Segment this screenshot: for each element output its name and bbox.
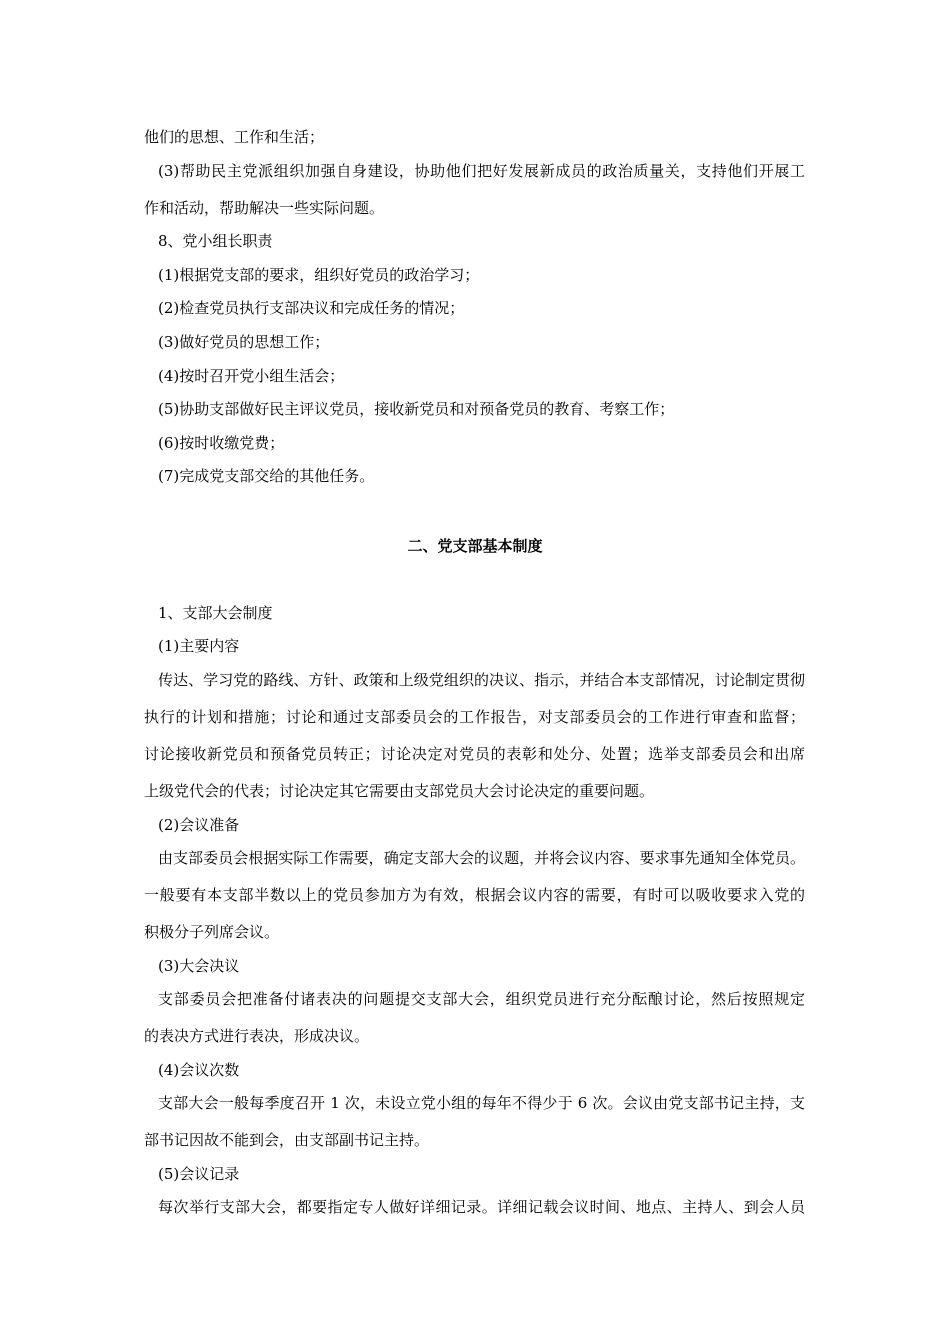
item-title: (2)会议准备: [158, 816, 240, 834]
list-item: (1)根据党支部的要求，组织好党员的政治学习；: [158, 266, 480, 284]
section-heading: 二、党支部基本制度: [407, 537, 543, 555]
list-item: (7)完成党支部交给的其他任务。: [158, 467, 375, 485]
paragraph-line: 部书记因故不能到会，由支部副书记主持。: [144, 1131, 430, 1149]
paragraph-line: 讨论接收新党员和预备党员转正；讨论决定对党员的表彰和处分、处置；选举支部委员会和出席: [144, 745, 805, 763]
list-item: (6)按时收缴党费；: [158, 434, 285, 452]
paragraph-line: 他们的思想、工作和生活；: [144, 128, 325, 146]
paragraph-line: 支部大会一般每季度召开 1 次，未设立党小组的每年不得少于 6 次。会议由党支部书记主持，支: [158, 1094, 805, 1112]
list-item: (4)按时召开党小组生活会；: [158, 367, 345, 385]
item-title: (4)会议次数: [158, 1061, 240, 1079]
paragraph-line: 积极分子列席会议。: [144, 923, 280, 941]
list-item: (2)检查党员执行支部决议和完成任务的情况；: [158, 299, 465, 317]
list-item: (3)做好党员的思想工作；: [158, 333, 330, 351]
list-heading: 8、党小组长职责: [158, 232, 273, 250]
subsection-title: 1、支部大会制度: [158, 604, 273, 622]
paragraph-line: 上级党代会的代表；讨论决定其它需要由支部党员大会讨论决定的重要问题。: [144, 782, 655, 800]
list-item: (5)协助支部做好民主评议党员，接收新党员和对预备党员的教育、考察工作；: [158, 400, 675, 418]
paragraph-line: 执行的计划和措施；讨论和通过支部委员会的工作报告，对支部委员会的工作进行审查和监督；: [144, 708, 805, 726]
item-title: (5)会议记录: [158, 1165, 240, 1183]
paragraph-line: 作和活动，帮助解决一些实际问题。: [144, 199, 385, 217]
paragraph-line: 传达、学习党的路线、方针、政策和上级党组织的决议、指示，并结合本支部情况，讨论制定贯彻: [158, 671, 805, 689]
paragraph-line: 支部委员会把准备付诸表决的问题提交支部大会，组织党员进行充分酝酿讨论，然后按照规定: [158, 990, 805, 1008]
item-title: (3)大会决议: [158, 957, 240, 975]
paragraph-line: 由支部委员会根据实际工作需要，确定支部大会的议题，并将会议内容、要求事先通知全体党员。: [158, 849, 805, 867]
paragraph-line: 每次举行支部大会，都要指定专人做好详细记录。详细记载会议时间、地点、主持人、到会人员: [158, 1198, 805, 1216]
paragraph-line: 的表决方式进行表决，形成决议。: [144, 1027, 370, 1045]
paragraph-line: (3)帮助民主党派组织加强自身建设，协助他们把好发展新成员的政治质量关，支持他们开展工: [158, 162, 805, 180]
item-title: (1)主要内容: [158, 637, 240, 655]
paragraph-line: 一般要有本支部半数以上的党员参加方为有效，根据会议内容的需要，有时可以吸收要求入党的: [144, 886, 805, 904]
